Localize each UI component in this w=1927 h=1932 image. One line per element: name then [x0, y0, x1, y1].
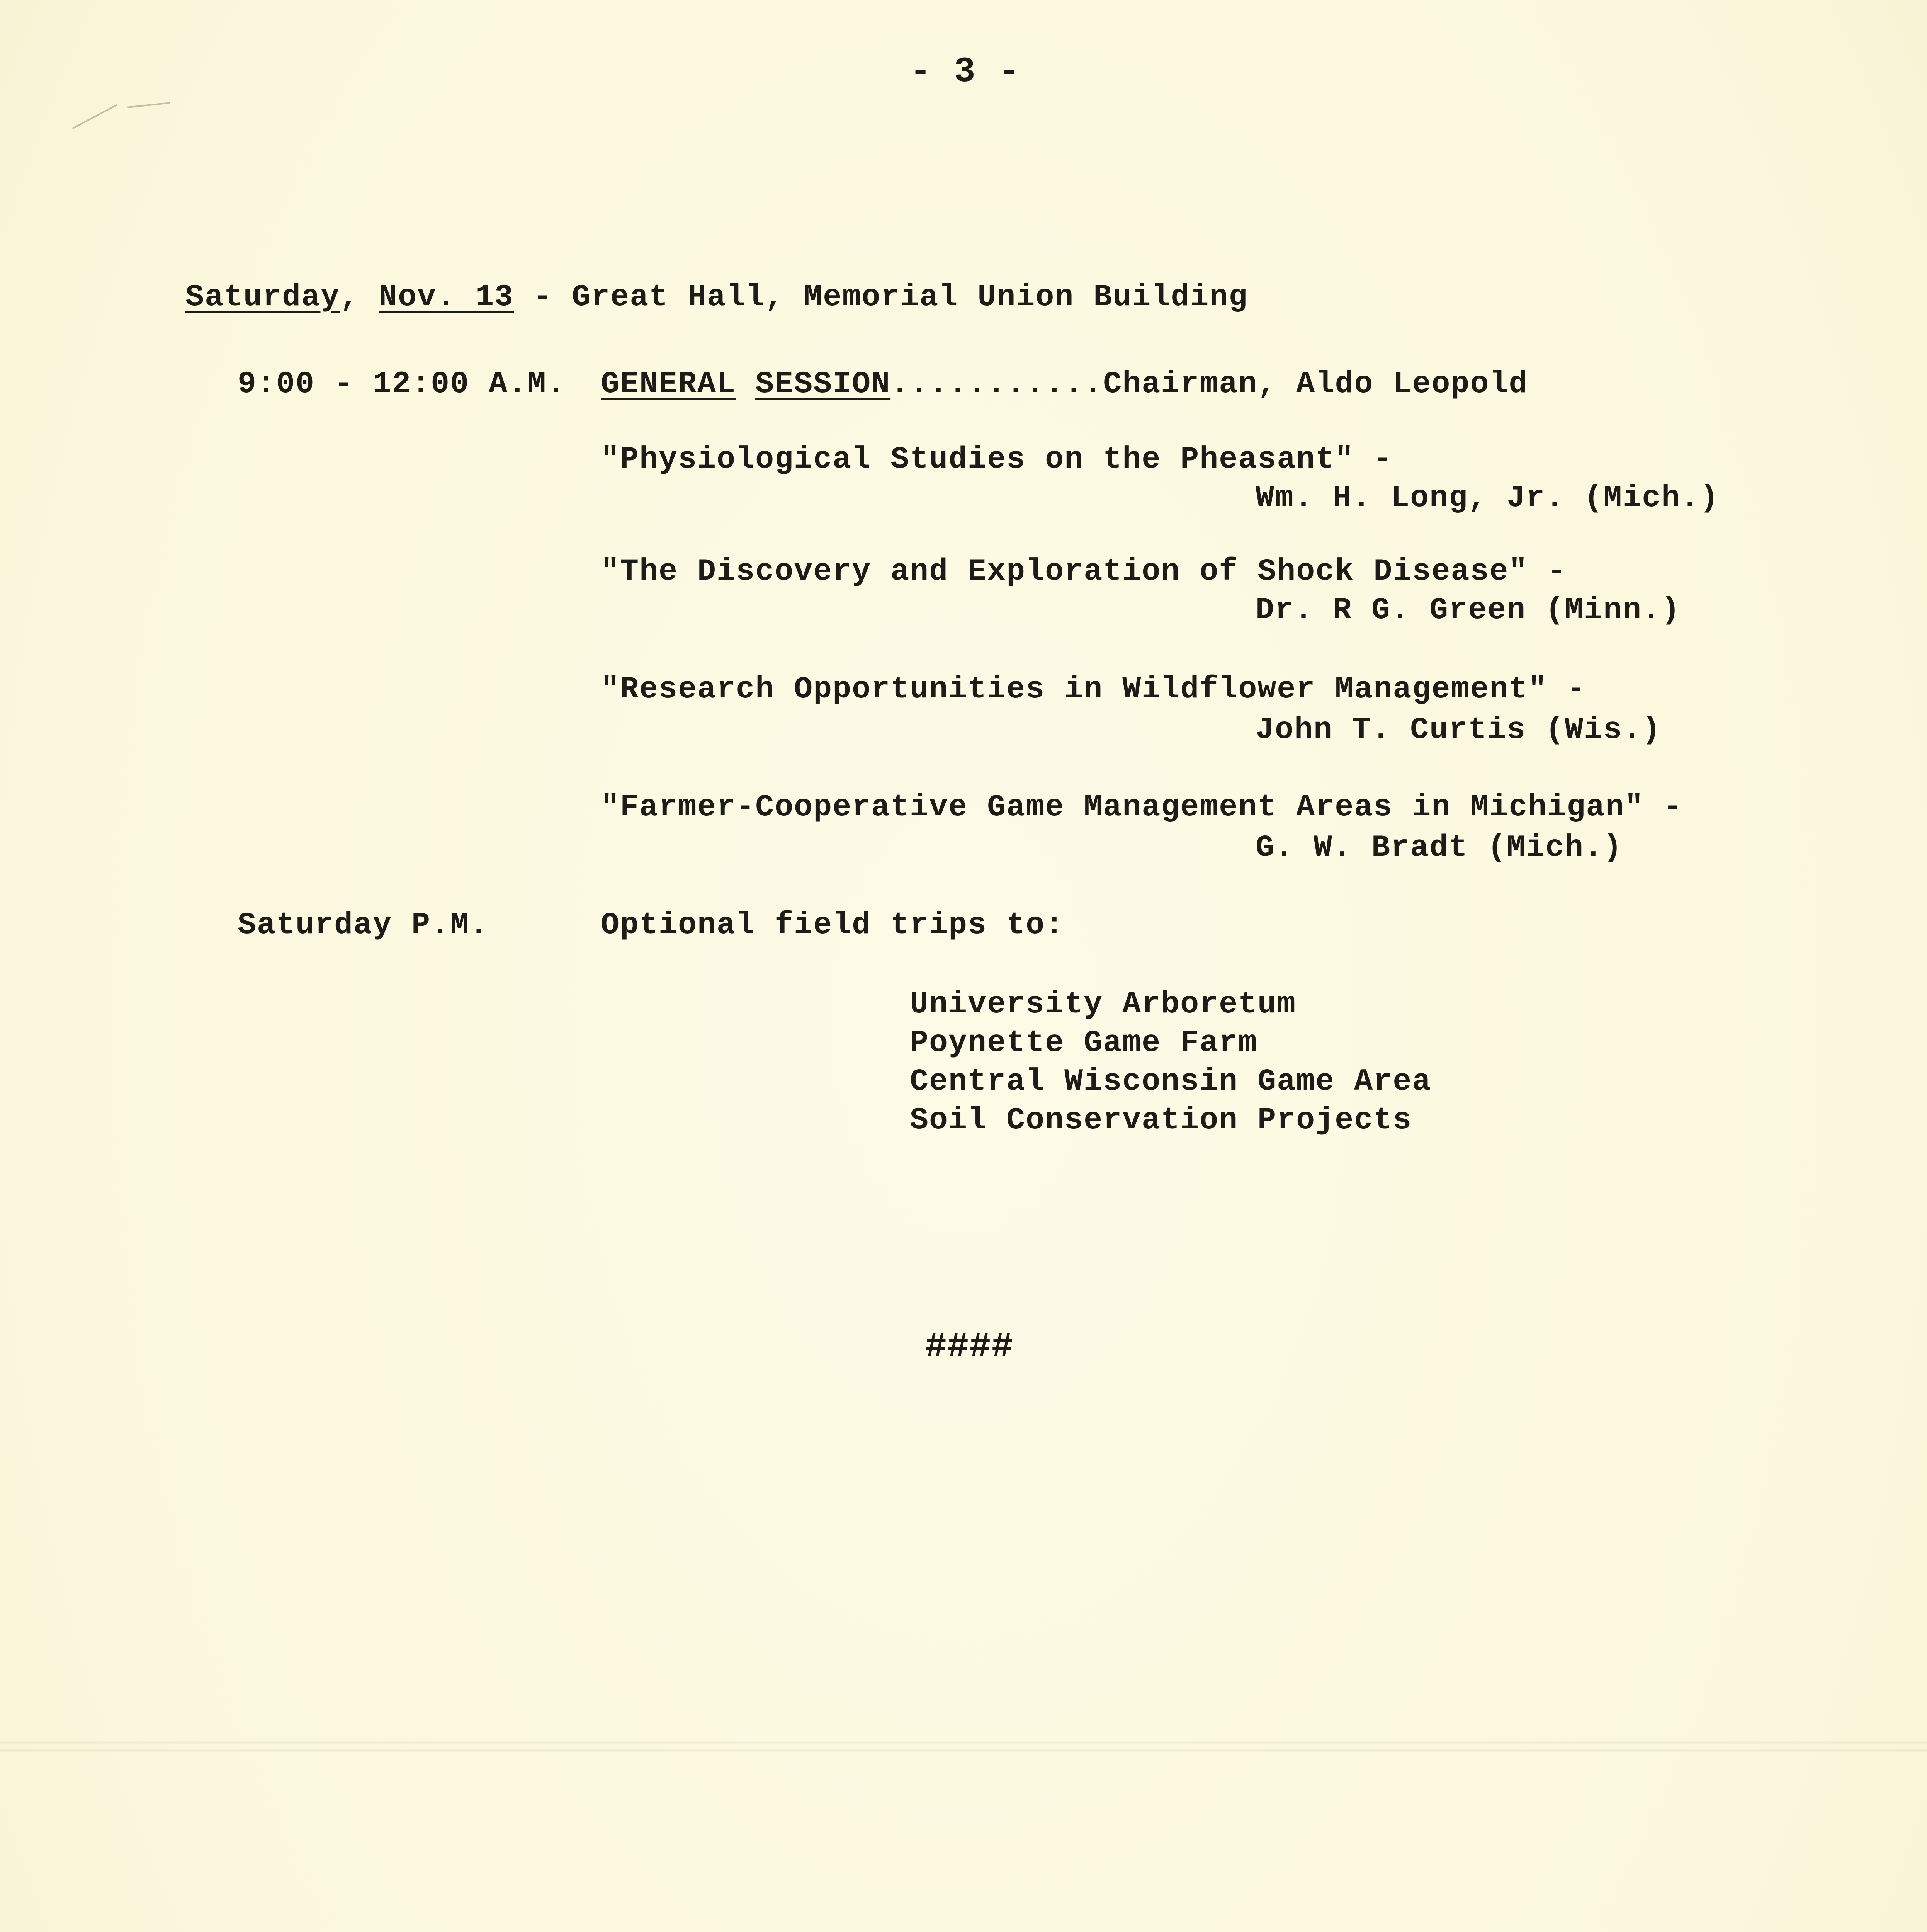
session-word-general: GENERAL — [601, 367, 736, 402]
header-date: Nov. 13 — [379, 280, 514, 315]
session-line — [601, 369, 1528, 400]
end-mark: #### — [925, 1327, 1014, 1367]
pencil-mark — [127, 102, 170, 108]
header-day: Saturday — [185, 280, 340, 315]
field-trip-item: Soil Conservation Projects — [910, 1103, 1412, 1138]
talk-speaker: G. W. Bradt (Mich.) — [1256, 830, 1623, 866]
field-trip-item: University Arboretum — [910, 987, 1297, 1022]
talk-speaker: Wm. H. Long, Jr. (Mich.) — [1256, 481, 1720, 516]
field-trip-item: Central Wisconsin Game Area — [910, 1064, 1432, 1099]
field-trips-label: Optional field trips to: — [601, 908, 1065, 943]
talk-speaker: John T. Curtis (Wis.) — [1256, 713, 1662, 748]
paper-fold-line — [0, 1741, 1927, 1745]
morning-time: 9:00 - 12:00 A.M. — [238, 367, 566, 402]
session-word-session: SESSION — [755, 367, 891, 402]
talk-title: "Physiological Studies on the Pheasant" - — [601, 442, 1393, 477]
talk-title: "Research Opportunities in Wildflower Management" - — [601, 672, 1586, 707]
session-chairman: ...........Chairman, Aldo Leopold — [890, 367, 1528, 402]
afternoon-time: Saturday P.M. — [238, 908, 489, 943]
field-trip-item: Poynette Game Farm — [910, 1026, 1258, 1061]
paper-fold-line — [0, 1748, 1927, 1752]
pencil-mark — [72, 104, 117, 129]
header-location: - Great Hall, Memorial Union Building — [514, 280, 1248, 315]
schedule-header: Saturday, Nov. 13 - Great Hall, Memorial Union Building — [185, 280, 1248, 315]
talk-title: "The Discovery and Exploration of Shock Disease" - — [601, 554, 1567, 589]
talk-speaker: Dr. R G. Green (Minn.) — [1256, 593, 1681, 628]
page-number: - 3 - — [910, 51, 1021, 92]
talk-title: "Farmer-Cooperative Game Management Areas in Michigan" - — [601, 790, 1683, 825]
